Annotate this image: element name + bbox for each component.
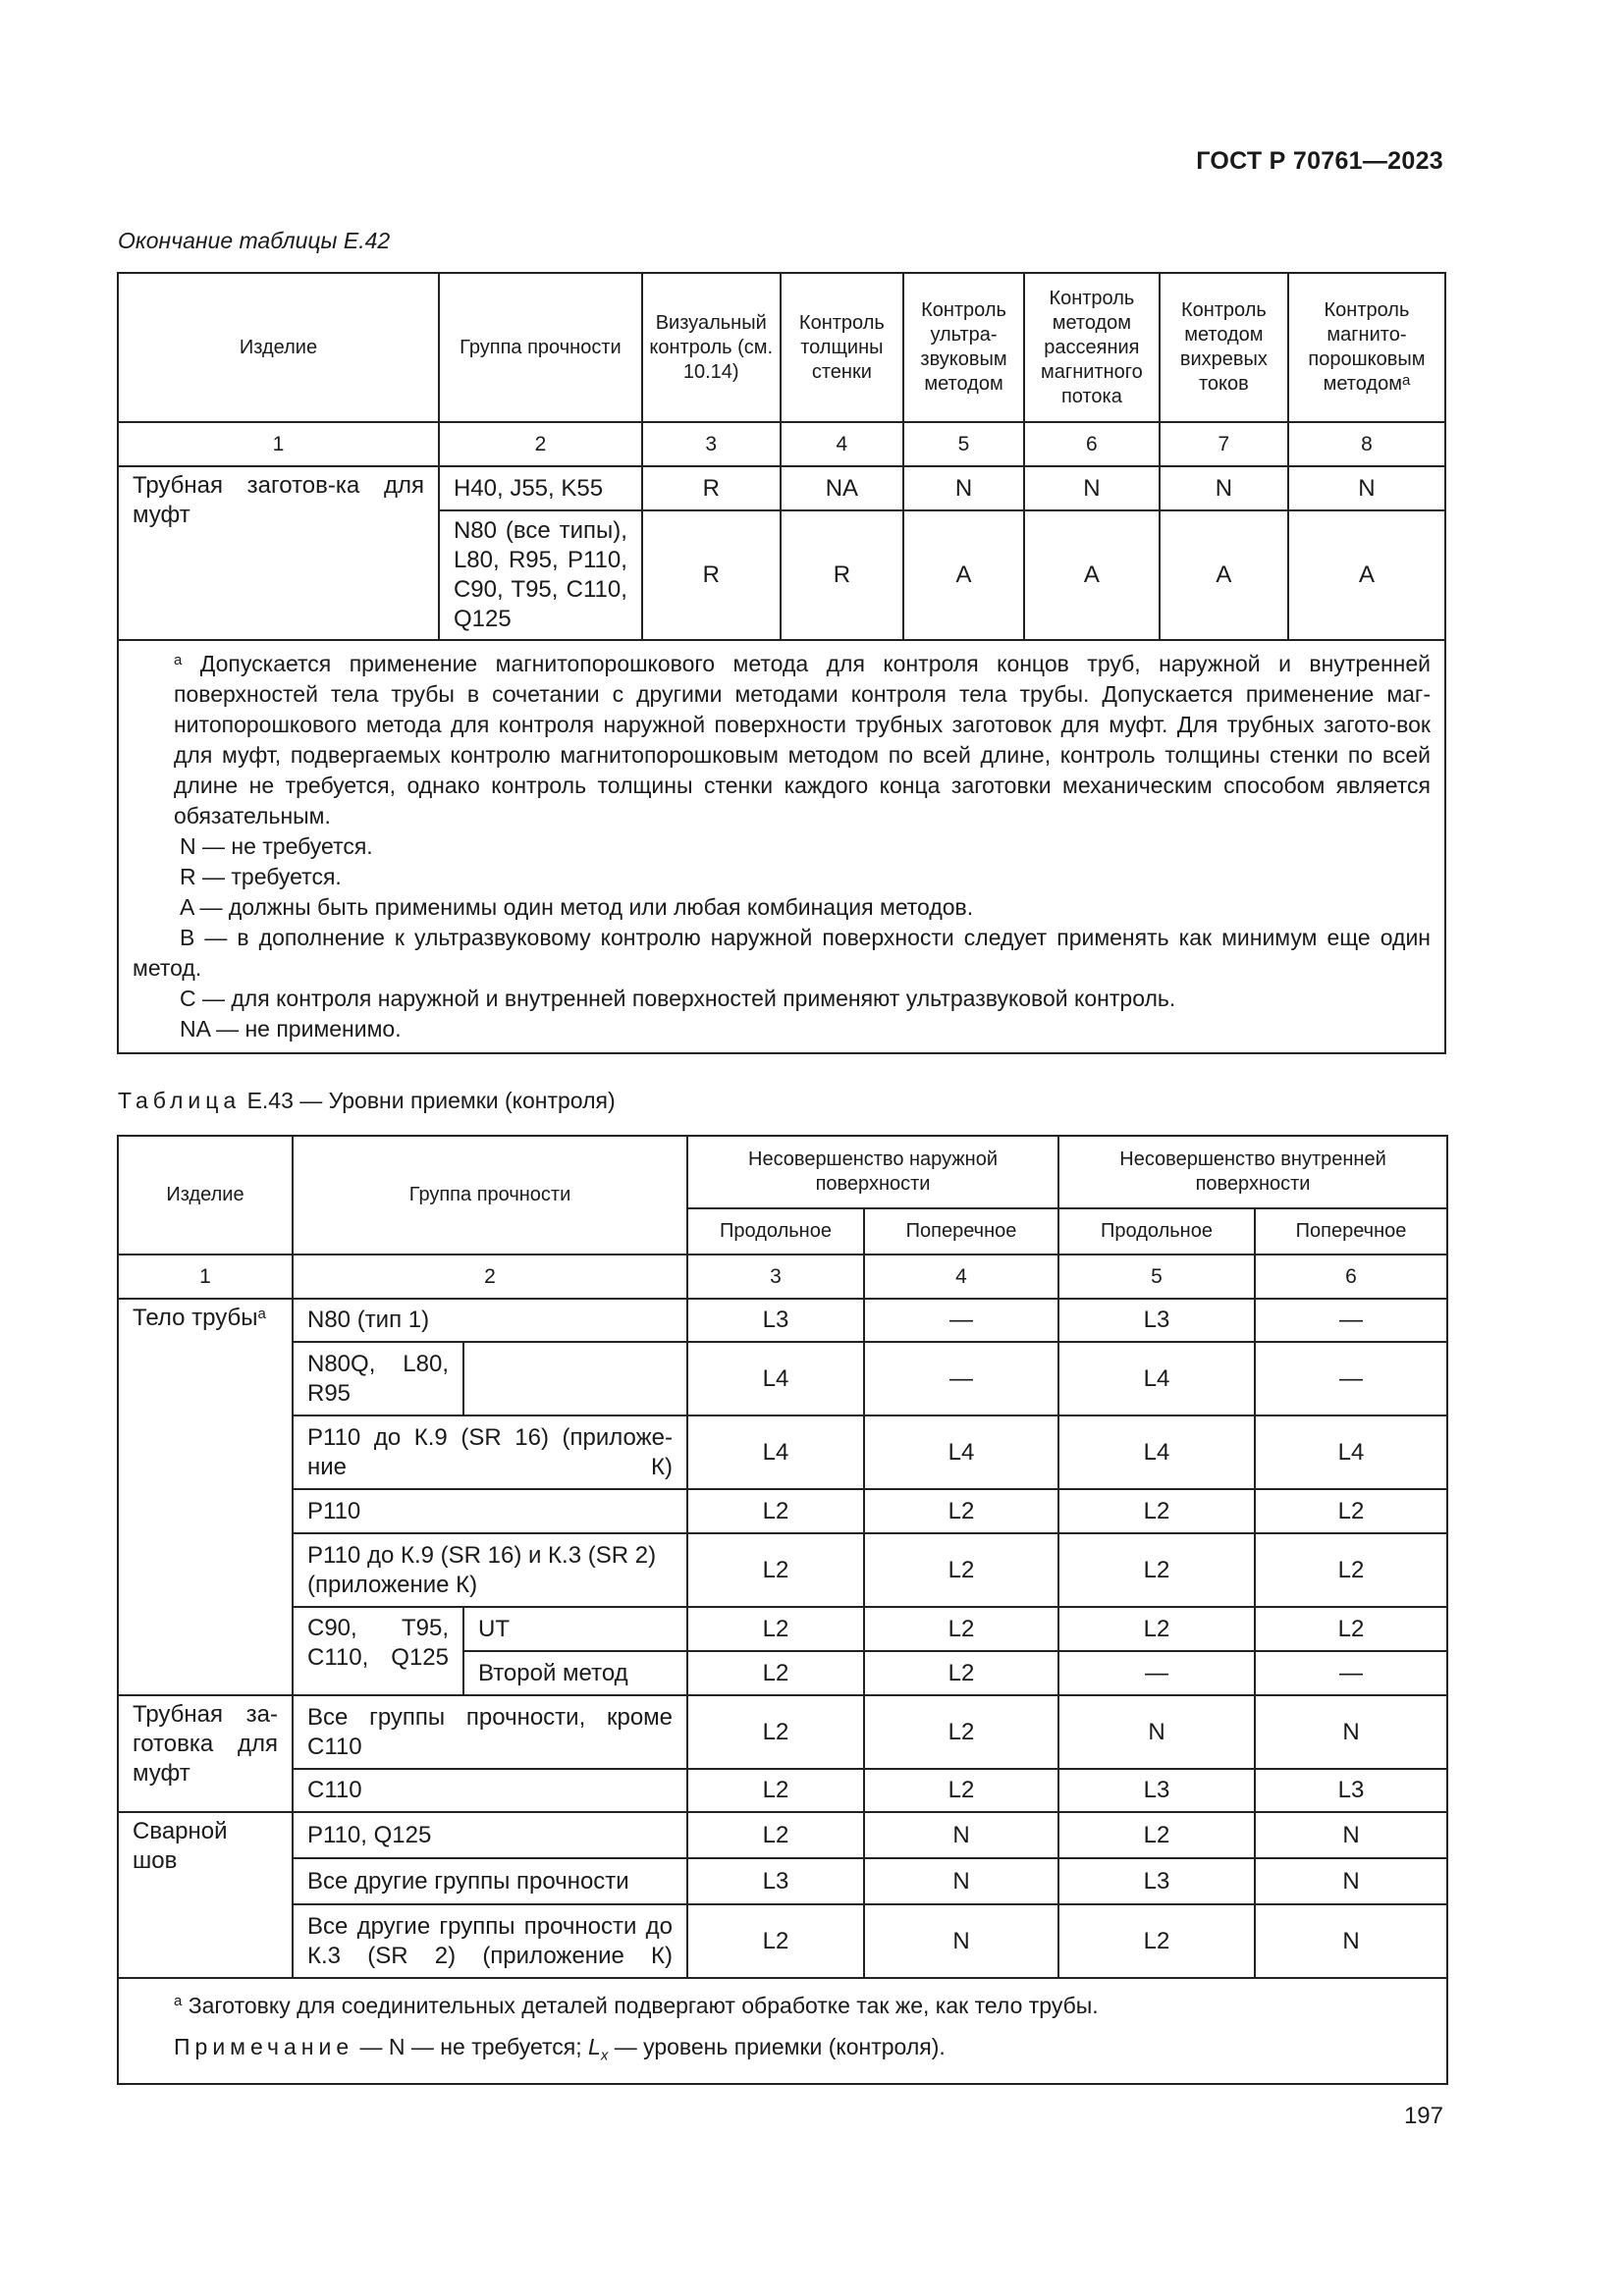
table-row: C110 L2 L2 L3 L3 [118, 1769, 1447, 1812]
table-row: P110 до К.9 (SR 16) и К.3 (SR 2) (приложение К) L2 L2 L2 L2 [118, 1533, 1447, 1607]
t2-product-blank: Трубная за-готовка для муфт [118, 1695, 293, 1812]
t2-notes: $^а$ Заготовку для соединительных деталей подвергают обработке так же, как тело трубы. Примечание — N — не требуется; $L_x$ — уровень приемки (контроля). [118, 1978, 1447, 2084]
t1-header-visual: Визуальный контроль (см. 10.14) [642, 273, 781, 422]
table-row: Трубная заготов-ка для муфт H40, J55, K55 R NA N N N N [118, 466, 1445, 510]
t1-header-eddy: Контроль методом вихревых токов [1160, 273, 1288, 422]
t1-header-group: Группа прочности [439, 273, 642, 422]
table-row: P110 L2 L2 L2 L2 [118, 1489, 1447, 1533]
t1-header-wall: Контроль толщины стенки [781, 273, 904, 422]
t2-header-outer: Несовершенство наружной поверхности [687, 1136, 1058, 1208]
t1-product: Трубная заготов-ка для муфт [118, 466, 439, 640]
table-row: Второй метод L2 L2 — — [118, 1651, 1447, 1695]
page-number: 197 [1403, 2103, 1443, 2129]
t1-header-flux: Контроль методом рассеяния магнитного потока [1024, 273, 1160, 422]
t2-product-body: Тело трубы$^а$ [118, 1299, 293, 1695]
table-row: Все другие группы прочности L3 N L3 N [118, 1858, 1447, 1904]
table-e42-end [117, 272, 1446, 1054]
table-row: Трубная за-готовка для муфт Все группы прочности, кроме C110 L2 L2 N N [118, 1695, 1447, 1769]
document-number: ГОСТ Р 70761—2023 [1196, 147, 1443, 175]
table1-caption: Окончание таблицы Е.42 [118, 228, 391, 253]
t2-header-inner: Несовершенство внутренней поверхности [1058, 1136, 1447, 1208]
table-row: Тело трубы$^а$ N80 (тип 1) L3 — L3 — [118, 1299, 1447, 1342]
table-e43: Изделие Группа прочности Несовершенство наружной поверхности Несовершенство внутренней поверхности Продольное Поперечное Продольное Поперечное 1 2 3 4 5 6 Тело трубы$^а$ N80 (тип 1) L3 — L3 — N80Q, L80, R95 L4 — L4 — P110 до К.9 (SR 16) (приложе-ние К) L4 L4 L4 L4 P110 L2 L2 L2 L2 P110 до К.9 (SR 16) и К.3 (SR 2) (приложение К) L2 L2 L2 L2 C90, T95, C110, Q125 UT L2 L2 L2 L2 Второй метод L2 L2 — — Трубная за-готовка для муфт Все группы прочности, кроме C110 L2 L2 N N C110 L2 L2 L3 L3 Сварной шов P110, Q125 L2 N L2 N Все другие группы прочности L3 N L3 N Все другие группы прочности до К.3 (SR 2) (приложение К) L2 N L2 N $^а$ Заготовку для соединительных деталей подвергают обработке так же, как тело трубы. Примечание — N — не требуется; $L_x$ — уровень приемки (контроля). [117, 1135, 1448, 2085]
t1-header-product: Изделие [118, 273, 439, 422]
table-row: P110 до К.9 (SR 16) (приложе-ние К) L4 L4 L4 L4 [118, 1415, 1447, 1489]
t2-header-group: Группа прочности [293, 1136, 687, 1255]
t1-column-numbers: 1 2 3 4 5 6 7 8 [118, 422, 1445, 466]
table-row: Все другие группы прочности до К.3 (SR 2) (приложение К) L2 N L2 N [118, 1904, 1447, 1978]
table-row: N80 (все типы), L80, R95, P110, C90, T95, C110, Q125 R R A A A A [118, 510, 1445, 640]
table-row: N80Q, L80, R95 L4 — L4 — [118, 1342, 1447, 1415]
t2-column-numbers: 1 2 3 4 5 6 [118, 1255, 1447, 1299]
table-row: Сварной шов P110, Q125 L2 N L2 N [118, 1812, 1447, 1858]
t2-header-product: Изделие [118, 1136, 293, 1255]
t1-notes: $^а$ Допускается применение магнитопорошкового метода для контроля концов труб, наружной и внутренней поверхностей тела трубы в сочетании с другими методами контроля тела трубы. Допускается применение маг-нитопорошкового метода для контроля наружной поверхности трубных заготовок для муфт. Для трубных загото-вок для муфт, подвергаемых контролю магнитопорошковым методом по всей длине, контроль толщины стенки по всей длине не требуется, однако контроль толщины стенки каждого конца заготовки механическим способом является обязательным. N — не требуется. R — требуется. A — должны быть применимы один метод или любая комбинация методов. B — в дополнение к ультразвуковому контролю наружной поверхности следует применять как минимум еще один метод. C — для контроля наружной и внутренней поверхностей применяют ультразвуковой контроль. NA — не применимо. [118, 640, 1445, 1053]
t2-product-weld: Сварной шов [118, 1812, 293, 1978]
table2-caption: Таблица Е.43 — Уровни приемки (контроля) [118, 1088, 616, 1113]
t1-header-magnetic: Контроль магнито-порошковым методом$^а$ [1288, 273, 1445, 422]
t1-header-ultrasonic: Контроль ультра-звуковым методом [903, 273, 1024, 422]
table-row: C90, T95, C110, Q125 UT L2 L2 L2 L2 [118, 1607, 1447, 1651]
